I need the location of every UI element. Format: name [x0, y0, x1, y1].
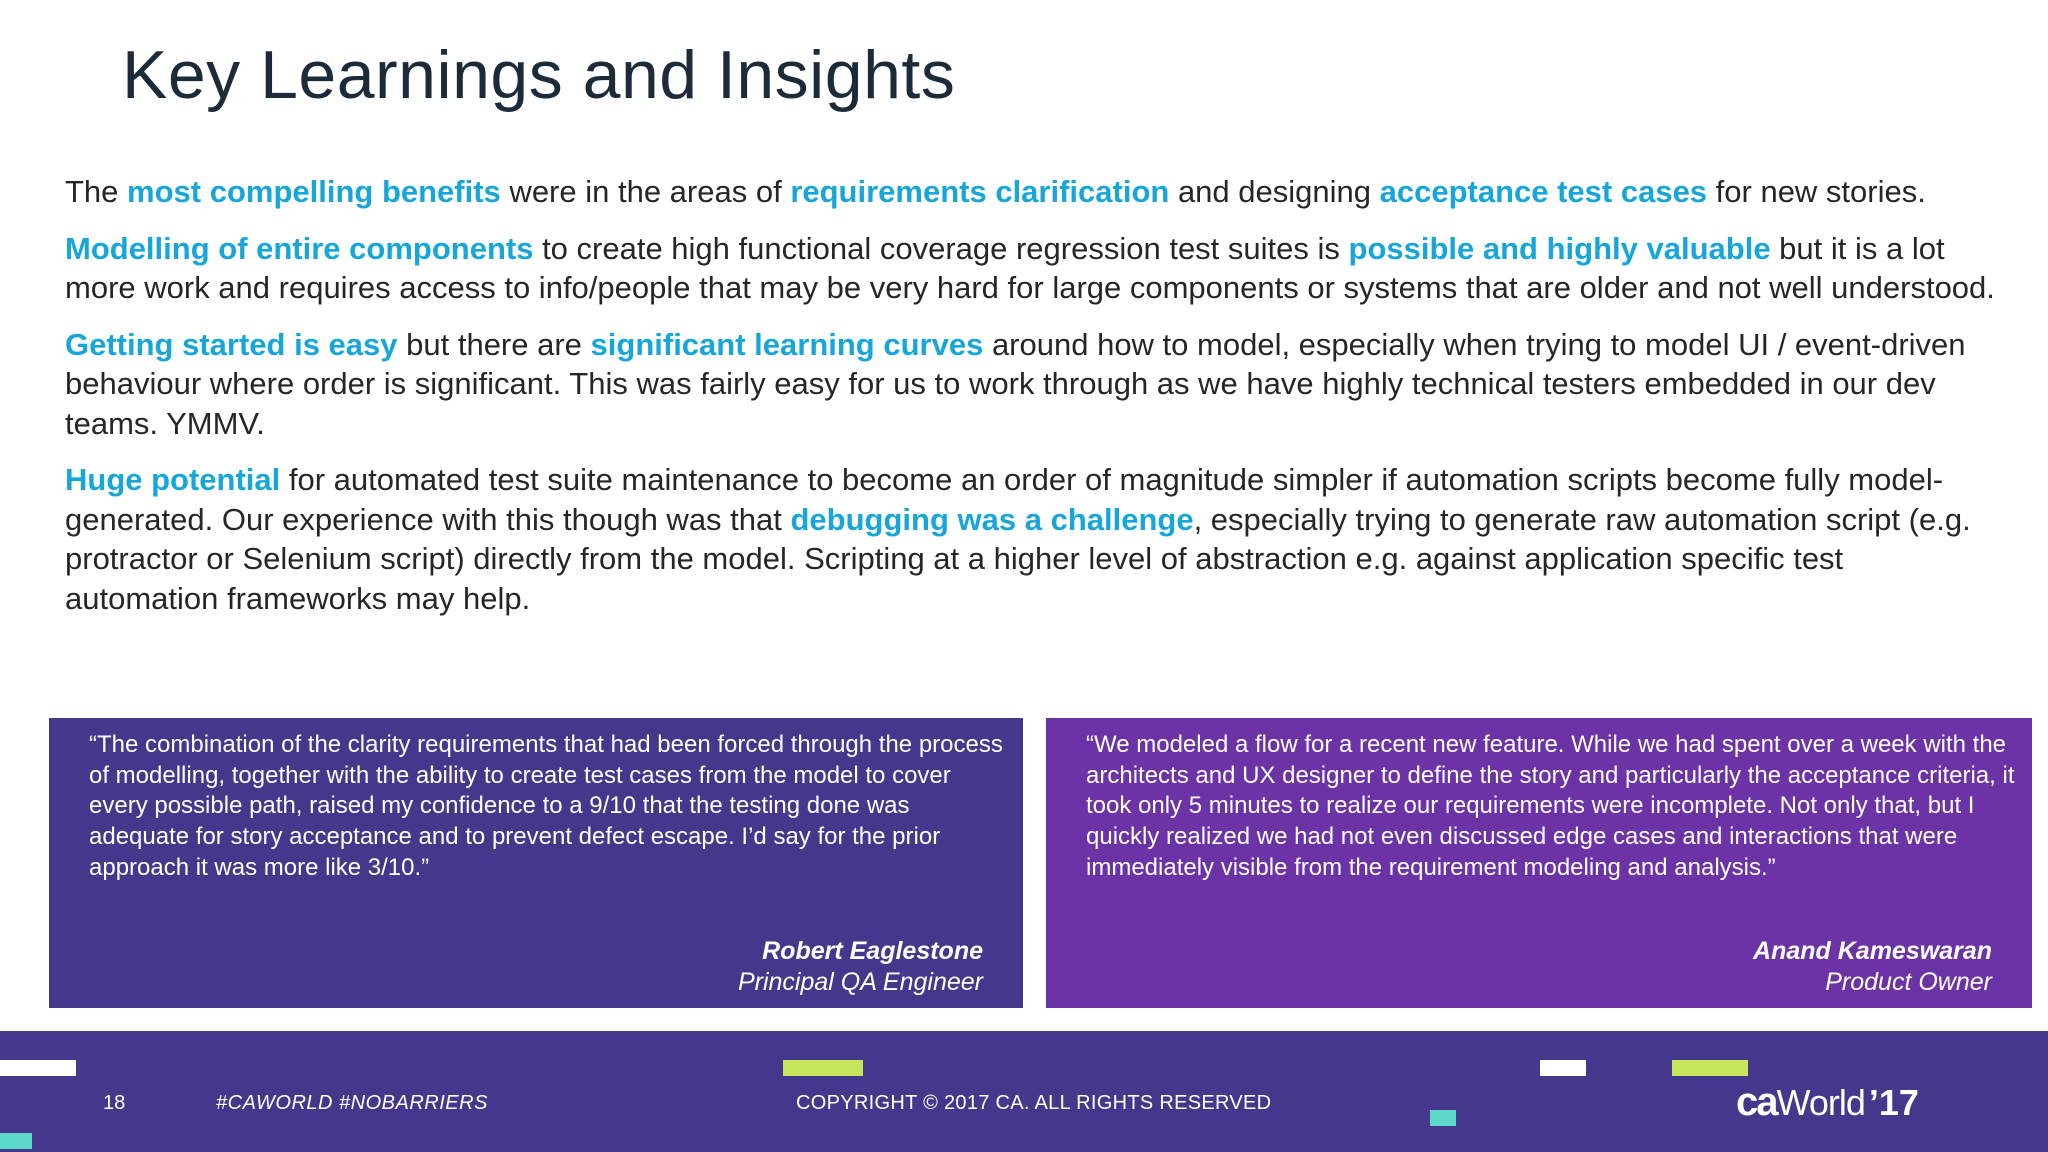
text-run: but there are	[397, 326, 591, 362]
decor-bar	[783, 1060, 863, 1076]
text-run: around how to model, especially when trying to model UI / event-driven behaviour where order is significant. This was fairly easy for us to work through as we have highly technical testers embedded in our dev teams. YMMV.	[65, 326, 1966, 441]
paragraph-potential	[65, 460, 2005, 618]
highlight-text: possible and highly valuable	[1348, 230, 1771, 266]
text-run: for new stories.	[1707, 174, 1926, 209]
logo-world: World	[1776, 1082, 1865, 1123]
quote-text: “We modeled a flow for a recent new feature. While we had spent over a week with the architects and UX designer to define the story and particularly the acceptance criteria, it took only 5 minutes to realize our requirements were incomplete. Not only that, but I quickly realized we had not even discussed edge cases and interactions that were immediately visible from the requirement modeling and analysis.”	[1086, 731, 2015, 881]
decor-bar	[0, 1060, 76, 1076]
logo-year: ’17	[1868, 1082, 1919, 1123]
highlight-text: debugging was a challenge	[790, 501, 1194, 537]
quote-author: Robert Eaglestone	[762, 937, 983, 965]
paragraph-modelling	[65, 229, 2005, 308]
body-text	[65, 172, 2005, 635]
highlight-text: requirements clarification	[790, 174, 1170, 209]
slide-title: Key Learnings and Insights	[122, 37, 956, 113]
highlight-text: Huge potential	[65, 462, 281, 497]
hashtags: #CAWORLD #NOBARRIERS	[216, 1092, 488, 1114]
decor-bar	[1430, 1110, 1456, 1126]
quote-box-right	[1046, 718, 2032, 1008]
decor-bar	[1672, 1060, 1748, 1076]
highlight-text: Getting started is easy	[65, 326, 398, 362]
logo-ca: ca	[1736, 1080, 1777, 1124]
decor-bar	[1540, 1060, 1586, 1076]
decor-bar	[0, 1133, 32, 1149]
quote-author: Anand Kameswaran	[1753, 937, 1992, 965]
paragraph-getting-started	[65, 325, 2005, 444]
paragraph-benefits	[65, 172, 2005, 212]
text-run: , especially trying to generate raw automation script (e.g. protractor or Selenium script) directly from the model. Scripting at a higher level of abstraction e.g. against application specific test automation frameworks may help.	[65, 501, 1971, 616]
page-number: 18	[103, 1092, 126, 1114]
quote-box-left	[49, 718, 1023, 1008]
highlight-text: significant learning curves	[590, 326, 984, 362]
copyright-notice: COPYRIGHT © 2017 CA. ALL RIGHTS RESERVED	[796, 1092, 1272, 1114]
text-run: to create high functional coverage regression test suites is	[533, 230, 1349, 266]
text-run: The	[65, 174, 128, 209]
text-run: were in the areas of	[500, 174, 791, 209]
highlight-text: most compelling benefits	[127, 174, 501, 209]
highlight-text: acceptance test cases	[1379, 174, 1708, 209]
quote-role: Product Owner	[1825, 968, 1992, 996]
quote-role: Principal QA Engineer	[737, 968, 983, 996]
text-run: but it is a lot more work and requires access to info/people that may be very hard for large components or systems that are older and not well understood.	[65, 230, 1995, 305]
text-run: for automated test suite maintenance to become an order of magnitude simpler if automation scripts become fully model-generated. Our experience with this though was that	[65, 462, 1944, 537]
quote-text: “The combination of the clarity requirements that had been forced through the process of modelling, together with the ability to create test cases from the model to cover every possible path, raised my confidence to a 9/10 that the testing done was adequate for story acceptance and to prevent defect escape. I’d say for the prior approach it was more like 3/10.”	[89, 731, 1003, 881]
text-run: and designing	[1169, 174, 1380, 209]
highlight-text: Modelling of entire components	[65, 230, 534, 266]
ca-world-logo	[1736, 1080, 1919, 1125]
